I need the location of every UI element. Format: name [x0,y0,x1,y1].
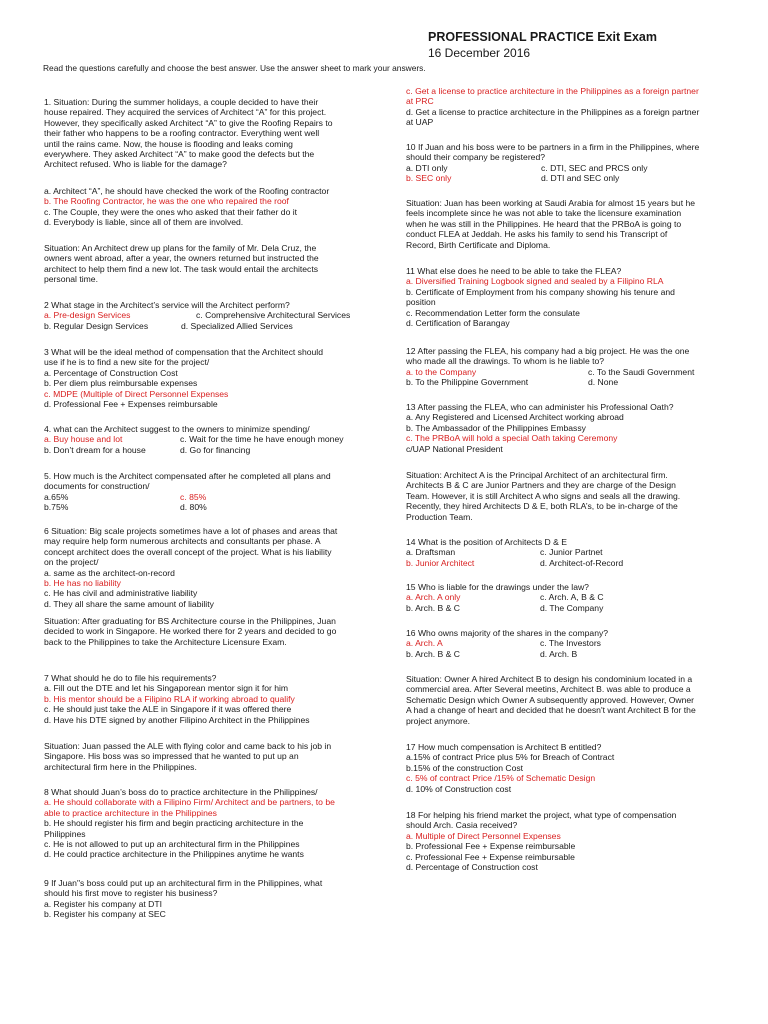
option-c: c. He has civil and administrative liability [44,588,198,599]
option-c: c. DTI, SEC and PRCS only [541,162,648,173]
option-a-answer: a. Diversified Training Logbook signed and sealed by a Filipino RLA [406,276,664,287]
option-a: a. same as the architect-on-record [44,567,175,578]
option-b: b. Arch. B & C [406,602,460,613]
question-3: 3 What will be the ideal method of compensation that the Architect should use if he is to find a new site for the project/ a. Percentage of Construction Cost b. Per diem plus reimbursable expenses c. MDPE (Multiple of Direct Personnel Expenses d. Professional Fee + Expenses reimbursable [44,347,323,410]
option-a: a. Percentage of Construction Cost [44,367,178,378]
option-a: a.65% [44,491,69,502]
option-d: d. None [588,377,619,388]
option-a-answer: a. Arch. A [406,638,443,649]
option-b: b. Don’t dream for a house [44,444,146,455]
option-d: d. Go for financing [180,444,251,455]
option-b: b. Per diem plus reimbursable expenses [44,378,198,389]
option-b-answer: b. His mentor should be a Filipino RLA if working abroad to qualify [44,693,295,704]
option-c: c. The Couple, they were the ones who asked that their father do it [44,206,298,217]
option-a: a. Draftsman [406,547,456,558]
situation-6: Situation: Architect A is the Principal Architect of an architectural firm. Architects B & C are Junior Partners and they are charge of the Design Team. However, it is still Architect A who signs and seals all the drawing. Recently, they hired Architects D & E, both RLA’s, to be in-charge of the Production Team. [406,470,681,522]
option-d: d. Get a license to practice architecture in the Philippines as a foreign partner [406,106,700,117]
option-d: d. Certification of Barangay [406,318,510,329]
option-b: b. Professional Fee + Expense reimbursable [406,841,576,852]
option-d: c/UAP National President [406,443,503,454]
situation-5: Situation: Juan has been working at Saudi Arabia for almost 15 years but he feels incomplete since he was not able to take the licensure examination when he was still in the Philippines. He heard that the PRBoA is going to conduct FLEA at Jeddah. He asks his family to send his Transcript of Record, Birth Certificate and Diploma. [406,198,696,250]
option-b: b.15% of the construction Cost [406,762,524,773]
option-a-answer: a. Buy house and lot [44,434,123,445]
option-a-answer: a. Multiple of Direct Personnel Expenses [406,830,561,841]
exam-date: 16 December 2016 [428,46,531,60]
question-16: 16 Who owns majority of the shares in the company? a. Arch. A c. The Investors b. Arch. B & C d. Arch. B [406,628,609,659]
option-a: a. Architect “A”, he should have checked the work of the Roofing contractor [44,186,330,196]
option-a: a.15% of contract Price plus 5% for Breach of Contract [406,752,615,763]
question-6: 6 Situation: Big scale projects sometimes have a lot of phases and areas that may require help form numerous architects and consultants per phase. A concept architect does the overall concept of the project. What is his liability on the project/ a. same as the architect-on-record b. He has no liability c. He has civil and administrative liability d. They all share the same amount of liability [44,526,338,609]
option-d: d. Specialized Allied Services [181,320,293,331]
option-d: d. Everybody is liable, since all of them are involved. [44,217,244,228]
question-12: 12 After passing the FLEA, his company had a big project. He was the one who made all the drawings. To whom is he liable to? a. to the Company c. To the Saudi Government b. To the Philippine Government d. None [406,346,695,388]
option-c-answer: c. The PRBoA will hold a special Oath taking Ceremony [406,433,618,444]
question-14: 14 What is the position of Architects D & E a. Draftsman c. Junior Partnet b. Junior Architect d. Architect-of-Record [406,537,624,568]
option-a: a. DTI only [406,162,448,173]
option-a-answer: a. He should collaborate with a Filipino Firm/ Architect and be partners, to be [44,797,335,808]
question-4: 4. what can the Architect suggest to the owners to minimize spending/ a. Buy house and lot c. Wait for the time he have enough money b. Don’t dream for a house d. Go for financing [44,424,344,455]
question-15: 15 Who is liable for the drawings under the law? a. Arch. A only c. Arch. A, B & C b. Arch. B & C d. The Company [406,582,604,613]
option-d: d. Have his DTE signed by another Filipino Architect in the Philippines [44,714,310,725]
option-a: a. Register his company at DTI [44,898,162,909]
question-7: 7 What should he do to file his requirements? a. Fill out the DTE and let his Singaporean mentor sign it for him b. His mentor should be a Filipino RLA if working abroad to qualify c. He should just take the ALE in Singapore if it was offered there d. Have his DTE signed by another Filipino Architect in the Philippines [44,673,310,725]
option-d: d. Professional Fee + Expenses reimbursable [44,399,218,410]
option-b: b. Arch. B & C [406,648,460,659]
option-b: b. To the Philippine Government [406,377,529,388]
option-c: c. Junior Partnet [540,547,603,558]
option-c-answer: c. 85% [180,491,207,502]
question-1: 1. Situation: During the summer holidays, a couple decided to have their house repaired. They acquired the services of Architect “A” for this project. However, they specifically asked Architect “A” to give the Roofing Repairs to their father who happens to be a roofing contractor. Everything went well until the rains came. Now, the house is flooding and leaks coming everywhere. They asked Architect “A” to make good the defects but the Architect refused. Who is liable for the damage? [44,97,333,170]
question-10: 10 If Juan and his boss were to be partners in a firm in the Philippines, where should their company be registered? a. DTI only c. DTI, SEC and PRCS only b. SEC only d. DTI and SEC only [406,142,700,184]
option-c: c. To the Saudi Government [588,366,695,377]
question-17: 17 How much compensation is Architect B entitled? a.15% of contract Price plus 5% for Breach of Contract b.15% of the construction Cost c. 5% of contract Price /15% of Schematic Design d. 10% of Construction cost [406,742,615,794]
question-9: 9 If Juan"s boss could put up an architectural firm in the Philippines, what should his first move to register his business? a. Register his company at DTI b. Register his company at SEC [44,878,323,920]
situation-4: Situation: Juan passed the ALE with flying color and came back to his job in Singapore. His boss was so impressed that he wanted to put up an architectural firm here in the Philippines. [44,741,332,772]
situation-2: Situation: An Architect drew up plans for the family of Mr. Dela Cruz, the owners went abroad, after a year, the owners returned but instructed the architect to help them find a new lot. The task would entail the architects personal time. [44,243,319,285]
question-8: 8 What should Juan’s boss do to practice architecture in the Philippines/ a. He should collaborate with a Filipino Firm/ Architect and be partners, to be able to practice architecture in the Philippines b. He should register his firm and begin practicing architecture in the Philippines c. He is not allowed to put up an architectural firm in the Philippines d. He could practice architecture in the Philippines anytime he wants [44,787,335,860]
option-b: b. Certificate of Employment from his company showing his tenure and [406,286,675,297]
situation-7: Situation: Owner A hired Architect B to design his condominium located in a commercial area. After Several meetins, Architect B. was able to produce a Schematic Design which Owner A subsequently approved. However, Owner A had a change of heart and decided that he doesn't want Architect B for the project anymore. [406,674,696,726]
option-d: d. 80% [180,502,207,513]
option-d: d. He could practice architecture in the Philippines anytime he wants [44,849,304,860]
option-b: b. The Ambassador of the Philippines Embassy [406,422,586,433]
option-d: d. The Company [540,602,604,613]
option-c-answer: c. 5% of contract Price /15% of Schematic Design [406,773,596,784]
option-b-answer: b. SEC only [406,173,452,184]
option-a-answer: a. Pre-design Services [44,310,131,321]
question-18: 18 For helping his friend market the project, what type of compensation should Arch. Casia received? a. Multiple of Direct Personnel Expenses b. Professional Fee + Expense reimbursable c. Professional Fee + Expense reimbursable d. Percentage of Construction cost [406,810,677,873]
option-b: b. He should register his firm and begin practicing architecture in the [44,818,304,829]
instructions: Read the questions carefully and choose the best answer. Use the answer sheet to mark your answers. [43,63,426,73]
option-c-answer: c. MDPE (Multiple of Direct Personnel Expenses [44,388,229,399]
option-b: b.75% [44,502,69,513]
exam-title: PROFESSIONAL PRACTICE Exit Exam [428,30,657,44]
option-d: d. Architect-of-Record [540,557,624,568]
question-1-options [44,186,329,228]
question-2: 2 What stage in the Architect’s service will the Architect perform? a. Pre-design Services c. Comprehensive Architectural Services b. Regular Design Services d. Specialized Allied Services [44,300,351,331]
option-d: d. They all share the same amount of liability [44,598,214,609]
option-c: c. Recommendation Letter form the consulate [406,307,580,318]
option-b-answer: b. Junior Architect [406,557,475,568]
question-5: 5. How much is the Architect compensated after he completed all plans and documents for construction/ a.65% c. 85% b.75% d. 80% [44,471,331,513]
option-d: d. Arch. B [540,648,578,659]
option-c: c. The Investors [540,638,601,649]
option-c: c. Wait for the time he have enough money [180,434,344,445]
option-c: c. He should just take the ALE in Singapore if it was offered there [44,704,292,715]
option-c-answer: c. Get a license to practice architecture in the Philippines as a foreign partner [406,86,699,96]
option-a: a. Fill out the DTE and let his Singaporean mentor sign it for him [44,683,289,694]
option-d: d. 10% of Construction cost [406,783,512,794]
option-b: b. Regular Design Services [44,320,149,331]
option-a-answer: a. Arch. A only [406,592,461,603]
option-a-answer: a. to the Company [406,366,477,377]
option-b: b. Register his company at SEC [44,909,166,920]
question-13: 13 After passing the FLEA, who can administer his Professional Oath? a. Any Registered and Licensed Architect working abroad b. The Ambassador of the Philippines Embassy c. The PRBoA will hold a special Oath taking Ceremony c/UAP National President [406,402,674,454]
option-c: c. Comprehensive Architectural Services [196,310,351,321]
option-d: d. Percentage of Construction cost [406,862,538,873]
option-c: c. Arch. A, B & C [540,592,604,603]
option-d: d. DTI and SEC only [541,173,620,184]
option-b-answer: b. He has no liability [44,578,121,589]
situation-3: Situation: After graduating for BS Architecture course in the Philippines, Juan decided to work in Singapore. He worked there for 2 years and decided to go back to the Philippines to take the Architecture Licensure Exam. [44,616,337,647]
option-c: c. He is not allowed to put up an architectural firm in the Philippines [44,839,300,850]
option-a: a. Any Registered and Licensed Architect working abroad [406,412,624,423]
question-11: 11 What else does he need to be able to take the FLEA? a. Diversified Training Logbook signed and sealed by a Filipino RLA b. Certificate of Employment from his company showing his tenure and position c. Recommendation Letter form the consulate d. Certification of Barangay [406,266,675,329]
question-9-continued: c. Get a license to practice architecture in the Philippines as a foreign partner at PRC d. Get a license to practice architecture in the Philippines as a foreign partner at UAP [406,86,700,128]
option-b-answer: b. The Roofing Contractor, he was the one who repaired the roof [44,196,289,207]
option-c: c. Professional Fee + Expense reimbursable [406,851,575,862]
